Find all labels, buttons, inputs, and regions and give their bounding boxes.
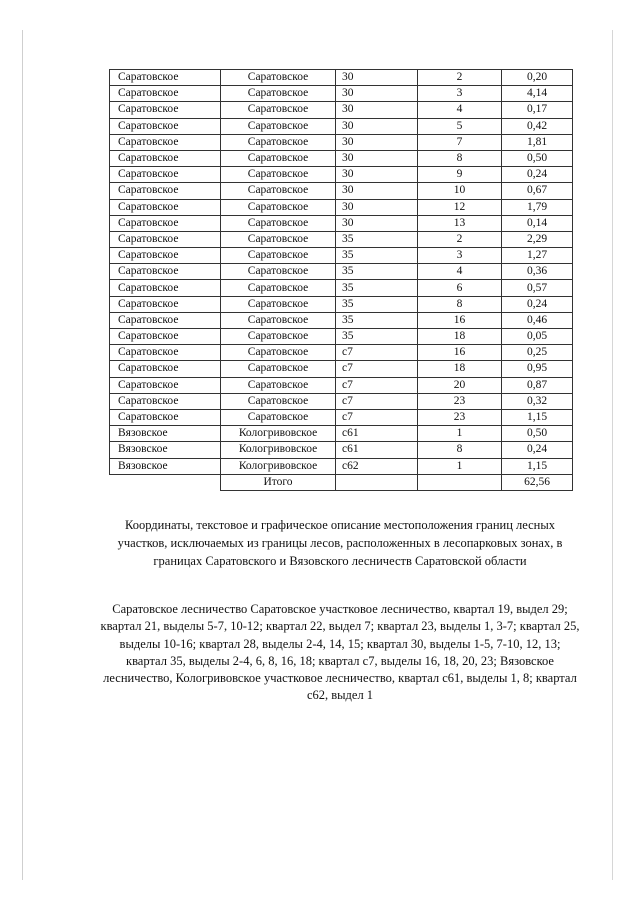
area-cell: 0,20 [502, 70, 573, 86]
area-cell: 0,24 [502, 296, 573, 312]
area-cell: 0,50 [502, 426, 573, 442]
district-cell: Саратовское [221, 248, 336, 264]
plot-cell: 2 [418, 70, 502, 86]
quarter-cell: с62 [336, 458, 418, 474]
forestry-cell: Саратовское [110, 167, 221, 183]
plot-cell: 9 [418, 167, 502, 183]
area-cell: 0,87 [502, 377, 573, 393]
district-cell: Саратовское [221, 393, 336, 409]
area-cell: 0,24 [502, 167, 573, 183]
forestry-cell: Саратовское [110, 377, 221, 393]
forestry-cell: Саратовское [110, 345, 221, 361]
table-row [110, 248, 573, 264]
plot-cell: 20 [418, 377, 502, 393]
plot-cell: 18 [418, 361, 502, 377]
quarter-cell: с7 [336, 409, 418, 425]
table-row [110, 345, 573, 361]
area-cell: 1,81 [502, 134, 573, 150]
district-cell: Саратовское [221, 150, 336, 166]
district-cell: Саратовское [221, 134, 336, 150]
total-row [110, 474, 573, 490]
table-row [110, 86, 573, 102]
table-row [110, 409, 573, 425]
forestry-cell: Саратовское [110, 70, 221, 86]
district-cell: Саратовское [221, 361, 336, 377]
district-cell: Саратовское [221, 231, 336, 247]
description-paragraph: Саратовское лесничество Саратовское участковое лесничество, квартал 19, выдел 29; квартал 21, выделы 5-7, 10-12; квартал 22, выдел 7; квартал 23, выделы 1, 3-7; квартал 25, выделы 10-16; квартал 28, выделы 2-4, 14, 15; квартал 30, выделы 1-5, 7-10, 12, 13; квартал 35, выделы 2-4, 6, 8, 16, 18; квартал с7, выделы 16, 18, 20, 23; Вязовское лесничество, Кологривовское участковое лесничество, квартал с61, выделы 1, 8; квартал с62, выдел 1 [100, 602, 580, 703]
table-row [110, 150, 573, 166]
district-cell: Кологривовское [221, 442, 336, 458]
forestry-cell: Саратовское [110, 280, 221, 296]
area-cell: 0,25 [502, 345, 573, 361]
plot-cell: 1 [418, 458, 502, 474]
plot-cell: 10 [418, 183, 502, 199]
table-row [110, 426, 573, 442]
area-cell: 0,42 [502, 118, 573, 134]
forestry-cell: Саратовское [110, 264, 221, 280]
plot-cell: 16 [418, 312, 502, 328]
forestry-cell: Саратовское [110, 312, 221, 328]
district-cell: Саратовское [221, 102, 336, 118]
section-heading: Координаты, текстовое и графическое описание местоположения границ лесных участков, исключаемых из границы лесов, расположенных в лесопарковых зонах, в границах Саратовского и Вязовского лесничеств Саратовской области [117, 518, 563, 568]
forestry-cell: Вязовское [110, 458, 221, 474]
forestry-cell: Саратовское [110, 102, 221, 118]
forestry-cell: Саратовское [110, 118, 221, 134]
plot-cell: 7 [418, 134, 502, 150]
total-filler-cell [418, 474, 502, 490]
quarter-cell: с61 [336, 442, 418, 458]
plot-cell: 3 [418, 86, 502, 102]
table-body [110, 70, 573, 491]
forestry-cell: Вязовское [110, 426, 221, 442]
table-row [110, 118, 573, 134]
table-row [110, 361, 573, 377]
quarter-cell: с7 [336, 345, 418, 361]
total-empty-cell [110, 474, 221, 490]
area-cell: 1,15 [502, 458, 573, 474]
quarter-cell: 30 [336, 150, 418, 166]
forestry-cell: Саратовское [110, 86, 221, 102]
forestry-cell: Саратовское [110, 199, 221, 215]
table-row [110, 183, 573, 199]
plot-cell: 13 [418, 215, 502, 231]
table-row [110, 280, 573, 296]
plot-cell: 4 [418, 264, 502, 280]
plot-cell: 23 [418, 409, 502, 425]
district-cell: Саратовское [221, 345, 336, 361]
district-cell: Саратовское [221, 118, 336, 134]
district-cell: Саратовское [221, 215, 336, 231]
quarter-cell: 35 [336, 312, 418, 328]
quarter-cell: 30 [336, 86, 418, 102]
area-cell: 0,32 [502, 393, 573, 409]
quarter-cell: 30 [336, 215, 418, 231]
quarter-cell: 35 [336, 248, 418, 264]
table-row [110, 393, 573, 409]
quarter-cell: 30 [336, 102, 418, 118]
district-cell: Саратовское [221, 264, 336, 280]
plot-cell: 6 [418, 280, 502, 296]
district-cell: Саратовское [221, 296, 336, 312]
district-cell: Саратовское [221, 183, 336, 199]
quarter-cell: 35 [336, 264, 418, 280]
quarter-cell: с7 [336, 361, 418, 377]
plot-cell: 8 [418, 442, 502, 458]
area-cell: 1,15 [502, 409, 573, 425]
district-cell: Саратовское [221, 70, 336, 86]
district-cell: Кологривовское [221, 426, 336, 442]
scan-edge-right [612, 30, 613, 880]
plot-cell: 16 [418, 345, 502, 361]
area-cell: 0,67 [502, 183, 573, 199]
plot-cell: 5 [418, 118, 502, 134]
table-row [110, 296, 573, 312]
district-cell: Саратовское [221, 329, 336, 345]
area-cell: 0,46 [502, 312, 573, 328]
forestry-cell: Саратовское [110, 393, 221, 409]
table-row [110, 458, 573, 474]
area-cell: 0,57 [502, 280, 573, 296]
scan-edge-left [22, 30, 23, 880]
quarter-cell: 30 [336, 118, 418, 134]
table-row [110, 329, 573, 345]
quarter-cell: 30 [336, 167, 418, 183]
area-cell: 0,17 [502, 102, 573, 118]
area-cell: 0,95 [502, 361, 573, 377]
forestry-cell: Саратовское [110, 183, 221, 199]
total-label: Итого [221, 474, 336, 490]
forestry-cell: Саратовское [110, 150, 221, 166]
district-cell: Кологривовское [221, 458, 336, 474]
district-cell: Саратовское [221, 409, 336, 425]
total-filler-cell [336, 474, 418, 490]
quarter-cell: 30 [336, 134, 418, 150]
table-row [110, 231, 573, 247]
quarter-cell: 35 [336, 231, 418, 247]
area-cell: 4,14 [502, 86, 573, 102]
forestry-cell: Саратовское [110, 296, 221, 312]
table-row [110, 215, 573, 231]
district-cell: Саратовское [221, 199, 336, 215]
table-row [110, 264, 573, 280]
area-cell: 0,05 [502, 329, 573, 345]
forestry-cell: Саратовское [110, 134, 221, 150]
area-cell: 2,29 [502, 231, 573, 247]
plot-cell: 8 [418, 296, 502, 312]
quarter-cell: с61 [336, 426, 418, 442]
district-cell: Саратовское [221, 86, 336, 102]
table-row [110, 167, 573, 183]
plot-cell: 12 [418, 199, 502, 215]
area-cell: 0,50 [502, 150, 573, 166]
plot-cell: 8 [418, 150, 502, 166]
forestry-cell: Саратовское [110, 231, 221, 247]
area-cell: 0,36 [502, 264, 573, 280]
plot-cell: 3 [418, 248, 502, 264]
quarter-cell: с7 [336, 377, 418, 393]
quarter-cell: 30 [336, 70, 418, 86]
table-row [110, 442, 573, 458]
district-cell: Саратовское [221, 167, 336, 183]
forestry-cell: Саратовское [110, 361, 221, 377]
district-cell: Саратовское [221, 377, 336, 393]
forestry-cell: Саратовское [110, 215, 221, 231]
plot-cell: 4 [418, 102, 502, 118]
area-cell: 0,14 [502, 215, 573, 231]
forestry-cell: Саратовское [110, 329, 221, 345]
table-row [110, 70, 573, 86]
area-cell: 1,27 [502, 248, 573, 264]
quarter-cell: 30 [336, 183, 418, 199]
plot-cell: 2 [418, 231, 502, 247]
forestry-cell: Саратовское [110, 248, 221, 264]
plot-cell: 1 [418, 426, 502, 442]
table-row [110, 312, 573, 328]
quarter-cell: 30 [336, 199, 418, 215]
forestry-cell: Саратовское [110, 409, 221, 425]
forestry-cell: Вязовское [110, 442, 221, 458]
area-cell: 0,24 [502, 442, 573, 458]
quarter-cell: 35 [336, 329, 418, 345]
quarter-cell: 35 [336, 296, 418, 312]
plot-cell: 18 [418, 329, 502, 345]
quarter-cell: с7 [336, 393, 418, 409]
total-value: 62,56 [502, 474, 573, 490]
forest-plots-table [109, 69, 573, 491]
area-cell: 1,79 [502, 199, 573, 215]
district-cell: Саратовское [221, 312, 336, 328]
table-row [110, 134, 573, 150]
table-row [110, 102, 573, 118]
quarter-cell: 35 [336, 280, 418, 296]
table-row [110, 199, 573, 215]
district-cell: Саратовское [221, 280, 336, 296]
table-row [110, 377, 573, 393]
plot-cell: 23 [418, 393, 502, 409]
